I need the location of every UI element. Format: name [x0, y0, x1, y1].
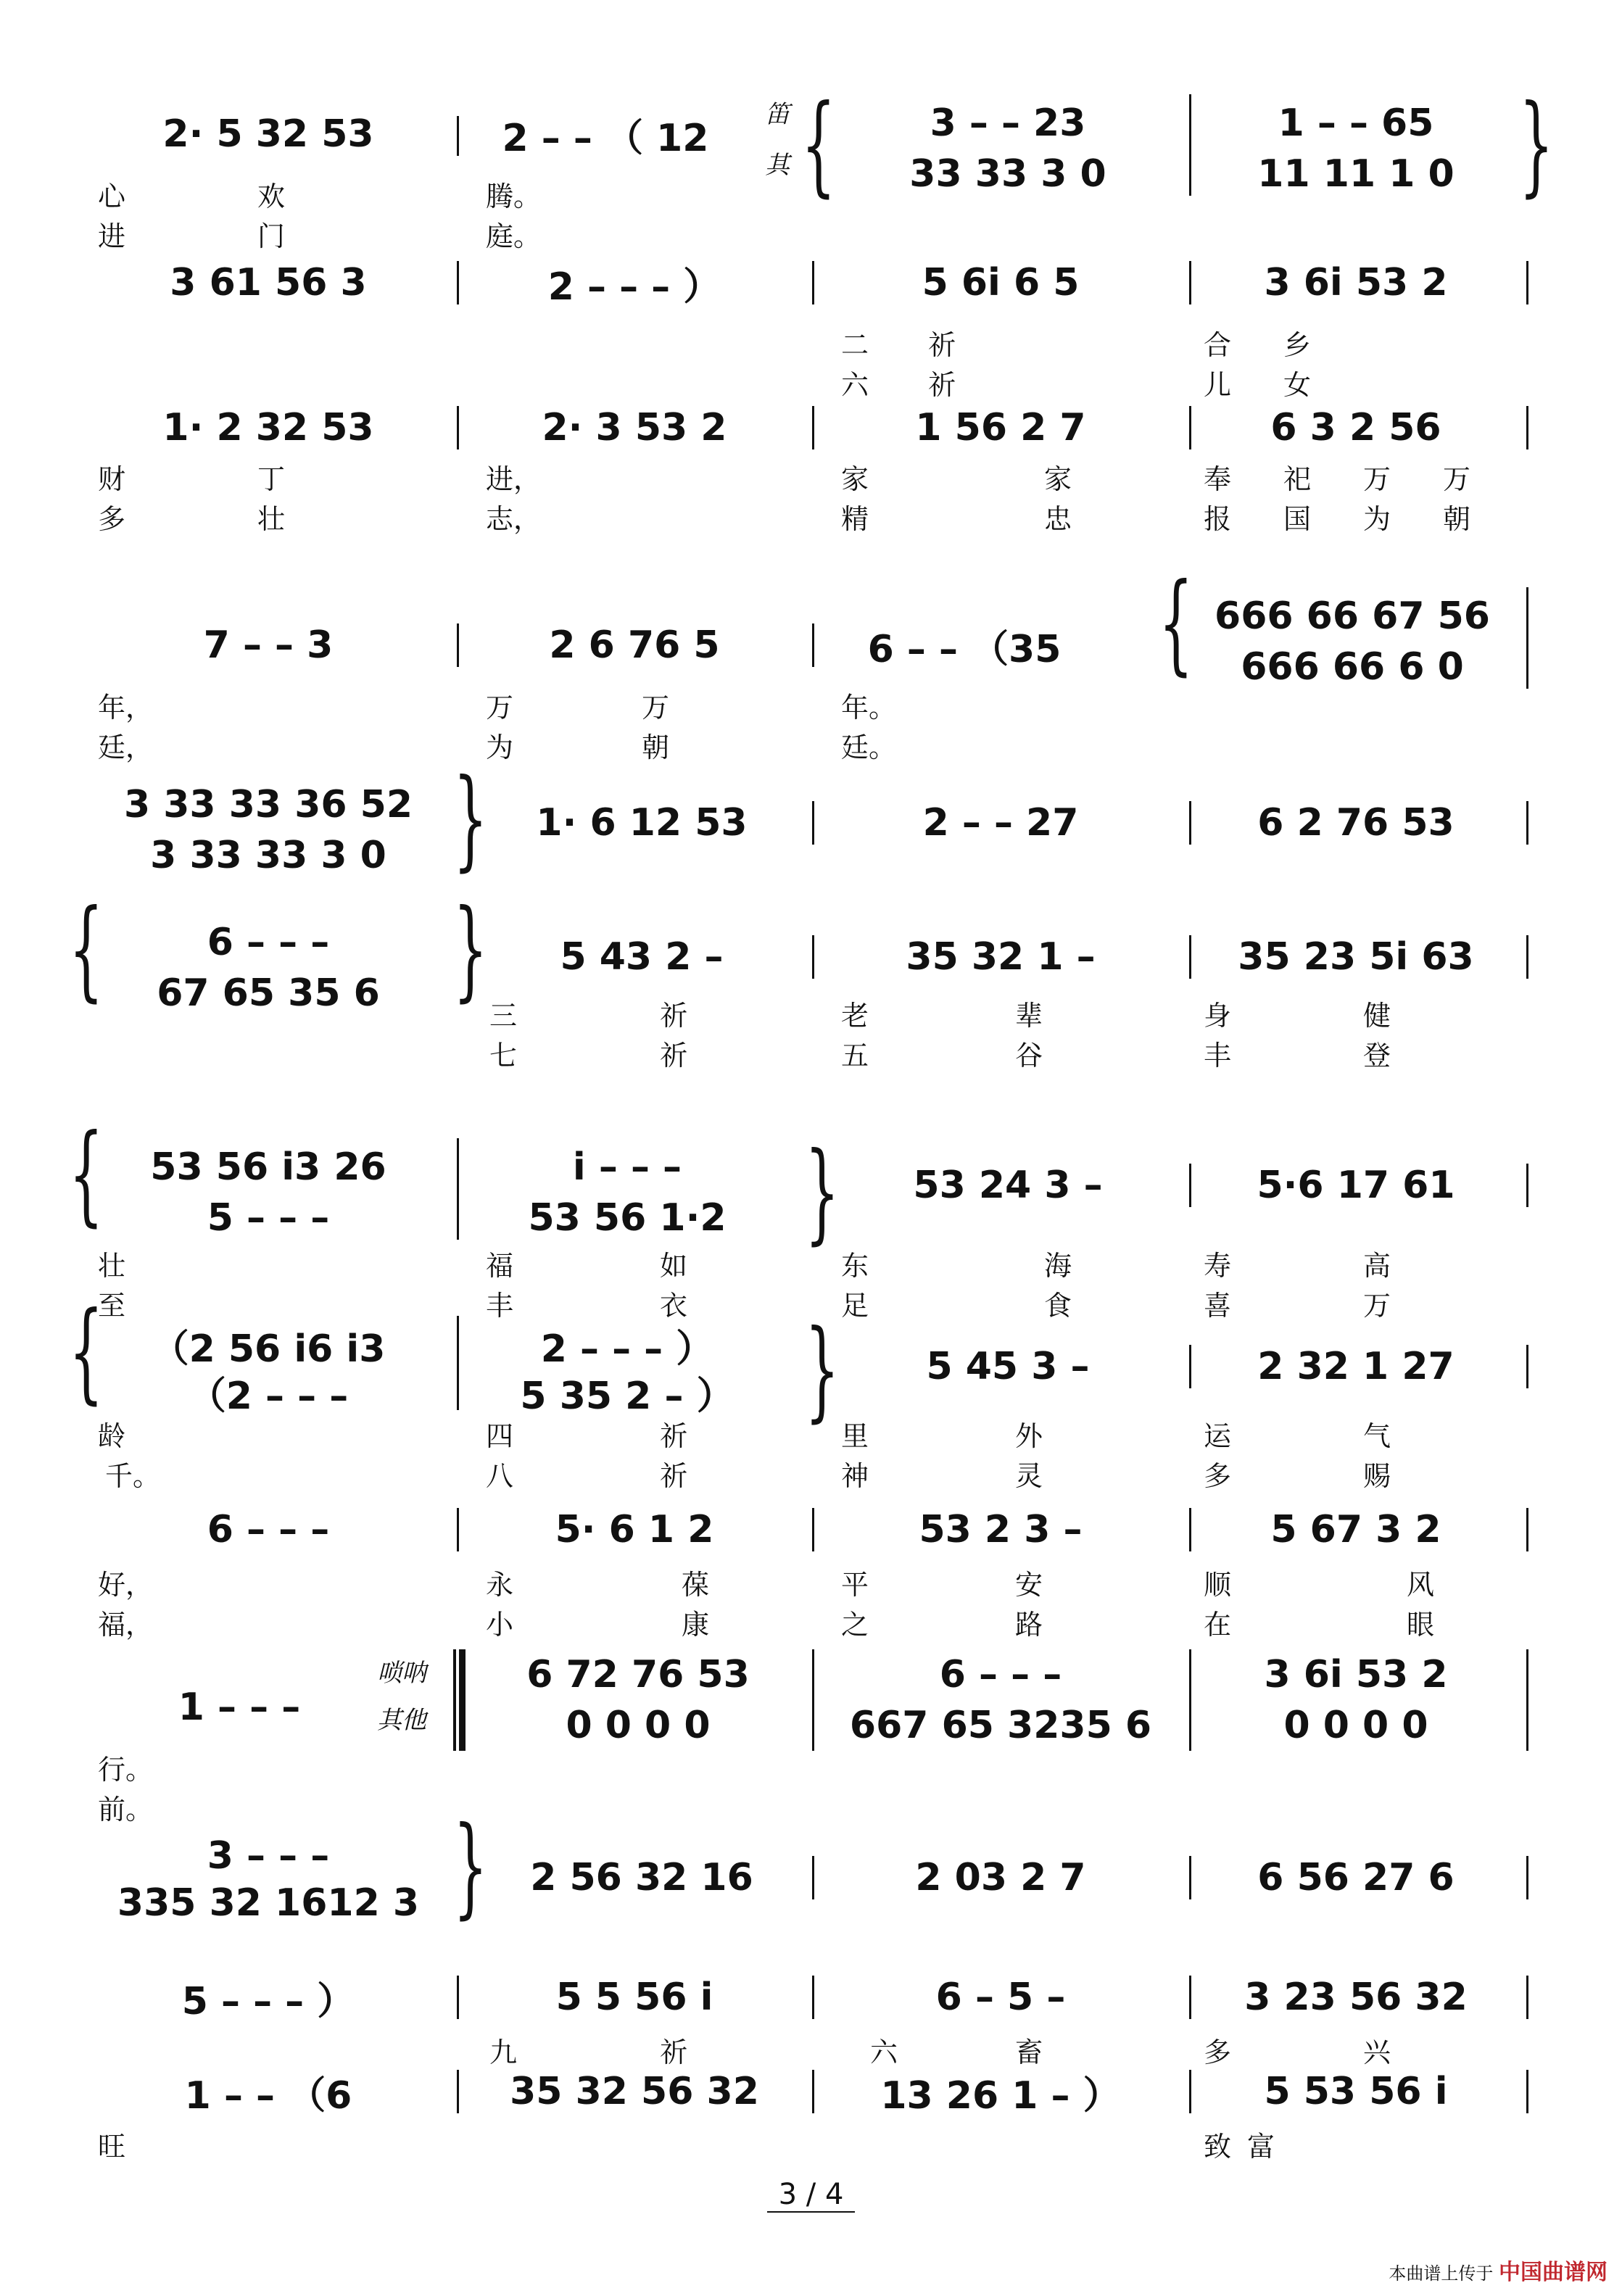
- lyric-line: [87, 174, 1544, 210]
- lyric: 六: [870, 2036, 898, 2068]
- lyric: 安: [1015, 1569, 1043, 1601]
- lyric: 祈: [660, 1420, 688, 1452]
- lyric: 身: [1204, 1000, 1232, 1032]
- bar-line: [1189, 1649, 1191, 1751]
- lyric-line: [87, 1033, 1544, 1072]
- bar-line: [457, 2070, 459, 2113]
- measure: 35 32 1 –: [906, 935, 1096, 979]
- measure-upper: 6 – – –: [207, 921, 330, 964]
- lyric-line: [87, 362, 1544, 399]
- bar-line: [457, 1976, 459, 2019]
- measure-upper: 3 6i 53 2: [1264, 1653, 1448, 1696]
- bar-line: [1526, 1976, 1528, 2019]
- measure-upper: （2 56 i6 i3: [151, 1327, 386, 1371]
- lyric: 祀: [1283, 463, 1312, 495]
- measure: 6 – 5 –: [935, 1976, 1066, 2019]
- lyric: 灵: [1015, 1460, 1043, 1492]
- bar-line: [1526, 261, 1528, 304]
- bar-line: [812, 623, 814, 667]
- lyric: 富: [1247, 2131, 1275, 2163]
- measure-lower: 335 32 1612 3: [117, 1881, 420, 1925]
- lyric: 祈: [660, 2036, 688, 2068]
- measure: 5 53 56 i: [1264, 2070, 1448, 2113]
- lyric: 喜: [1204, 1290, 1232, 1322]
- watermark: [1389, 2254, 1607, 2286]
- lyric: 廷，: [98, 732, 154, 763]
- measure: 2· 5 32 53: [162, 112, 374, 156]
- measure-lower: 67 65 35 6: [157, 971, 380, 1015]
- bar-line: [457, 1508, 459, 1551]
- lyric: 欢: [257, 181, 286, 212]
- lyric-line: [87, 1787, 1544, 1823]
- repeat-bar: [453, 1649, 456, 1751]
- lyric: 丰: [1204, 1040, 1232, 1072]
- lyric: 永: [486, 1569, 514, 1601]
- measure: 5 45 3 –: [926, 1345, 1090, 1388]
- bar-line: [812, 1976, 814, 2019]
- lyric: 六: [841, 369, 869, 401]
- bar-line: [1189, 261, 1191, 304]
- lyric: 丰: [486, 1290, 514, 1322]
- lyric: 万: [642, 692, 670, 724]
- brace: {: [69, 1289, 104, 1415]
- lyric: 八: [486, 1460, 514, 1492]
- lyric: 精: [841, 503, 869, 535]
- lyric: 高: [1363, 1250, 1391, 1282]
- bar-line: [1189, 1345, 1191, 1388]
- watermark-prefix: 本曲谱上传于: [1389, 2263, 1494, 2284]
- measure-lower: （2 – – –: [188, 1374, 349, 1418]
- bar-line: [1526, 406, 1528, 449]
- lyric: 忠: [1044, 503, 1072, 535]
- measure: 5 5 56 i: [555, 1976, 713, 2019]
- bar-line: [1526, 587, 1528, 689]
- lyric: 家: [1044, 463, 1072, 495]
- lyric-line: [87, 2124, 1544, 2163]
- measure-upper: 53 56 i3 26: [150, 1145, 386, 1189]
- lyric: 登: [1363, 1040, 1391, 1072]
- lyric: 庭。: [486, 220, 542, 252]
- bar-line: [1526, 1345, 1528, 1388]
- lyric: 廷。: [841, 732, 897, 763]
- lyric-line: [87, 725, 1544, 761]
- lyric: 壮: [98, 1250, 126, 1282]
- lyric: 好，: [98, 1569, 154, 1601]
- measure-lower: 33 33 3 0: [909, 152, 1106, 196]
- lyric: 万: [486, 692, 514, 724]
- lyric-line: [87, 1414, 1544, 1450]
- measure: 1 – – （6: [184, 2073, 352, 2118]
- lyric: 神: [841, 1460, 869, 1492]
- measure: 3 6i 53 2: [1264, 261, 1448, 304]
- lyric: 三: [489, 1000, 518, 1032]
- measure: 6 56 27 6: [1257, 1856, 1455, 1899]
- lyric: 为: [486, 732, 514, 763]
- lyric: 多: [1204, 2036, 1232, 2068]
- lyric: 奉: [1204, 463, 1232, 495]
- measure-lower: 0 0 0 0: [566, 1704, 711, 1747]
- lyric: 辈: [1015, 1000, 1043, 1032]
- bar-line: [812, 1508, 814, 1551]
- lyric: 福，: [98, 1609, 154, 1641]
- measure-upper: 2 – – – ）: [540, 1327, 714, 1371]
- bar-line: [457, 623, 459, 667]
- lyric: 路: [1015, 1609, 1043, 1641]
- measure-lower: 11 11 1 0: [1257, 152, 1455, 196]
- measure: 2 – – 27: [922, 801, 1079, 845]
- measure: 2 – – – ）: [547, 265, 721, 309]
- measure-upper: i – – –: [572, 1145, 682, 1189]
- lyric: 至: [98, 1290, 126, 1322]
- bar-line: [1189, 1856, 1191, 1899]
- measure: 1 56 2 7: [915, 406, 1086, 449]
- lyric-line: [87, 323, 1544, 359]
- bar-line: [1526, 1856, 1528, 1899]
- lyric-line: [87, 1562, 1544, 1599]
- bar-line: [1189, 935, 1191, 979]
- lyric-line: [87, 2030, 1544, 2066]
- lyric-line: [87, 1454, 1544, 1490]
- bar-line: [457, 1138, 459, 1240]
- bar-line: [1189, 1508, 1191, 1551]
- measure: 5 67 3 2: [1270, 1508, 1441, 1551]
- measure: 35 32 56 32: [510, 2070, 759, 2113]
- lyric: 康: [682, 1609, 710, 1641]
- measure: 13 26 1 – ）: [880, 2073, 1121, 2118]
- lyric-line: [87, 1243, 1544, 1280]
- instrument-tag: 笛: [765, 100, 790, 129]
- bar-line: [1189, 1976, 1191, 2019]
- page-number: [0, 2178, 1622, 2211]
- measure: 1· 6 12 53: [536, 801, 748, 845]
- lyric: 致: [1204, 2131, 1232, 2163]
- measure: 5· 6 1 2: [555, 1508, 714, 1551]
- measure: 2 – – （ 12: [502, 116, 709, 160]
- measure: 2· 3 53 2: [542, 406, 727, 449]
- lyric: 里: [841, 1420, 869, 1452]
- lyric: 赐: [1363, 1460, 1391, 1492]
- bar-line: [812, 2070, 814, 2113]
- lyric: 寿: [1204, 1250, 1232, 1282]
- bar-line: [812, 1649, 814, 1751]
- lyric: 福: [486, 1250, 514, 1282]
- measure: 5 43 2 –: [560, 935, 724, 979]
- lyric: 风: [1407, 1569, 1435, 1601]
- measure: 6 3 2 56: [1270, 406, 1441, 449]
- measure: 5·6 17 61: [1257, 1164, 1455, 1207]
- brace: {: [69, 887, 104, 1013]
- lyric: 腾。: [486, 181, 542, 212]
- lyric: 五: [841, 1040, 869, 1072]
- brace: {: [69, 1111, 104, 1238]
- measure-upper: 3 – – –: [207, 1834, 330, 1878]
- lyric: 九: [489, 2036, 518, 2068]
- lyric: 畜: [1015, 2036, 1043, 2068]
- bar-line: [1189, 1164, 1191, 1207]
- lyric: 财: [98, 463, 126, 495]
- measure-upper: 666 66 67 56: [1215, 594, 1490, 638]
- measure: 7 – – 3: [203, 623, 334, 667]
- bar-line: [1526, 801, 1528, 845]
- lyric: 祈: [928, 329, 956, 361]
- lyric: 万: [1363, 463, 1391, 495]
- lyric: 前。: [98, 1794, 154, 1825]
- lyric: 行。: [98, 1754, 154, 1786]
- measure: 6 2 76 53: [1257, 801, 1455, 845]
- bar-line: [457, 261, 459, 304]
- lyric: 足: [841, 1290, 869, 1322]
- lyric: 祈: [660, 1460, 688, 1492]
- lyric: 运: [1204, 1420, 1232, 1452]
- measure-lower: 666 66 6 0: [1241, 645, 1464, 689]
- brace: }: [805, 1130, 840, 1256]
- measure: 1 – – –: [178, 1686, 301, 1729]
- measure: 2 56 32 16: [530, 1856, 753, 1899]
- brace: }: [453, 756, 488, 882]
- lyric: 家: [841, 463, 869, 495]
- instrument-tag: 唢呐: [377, 1659, 426, 1688]
- measure: 2 03 2 7: [915, 1856, 1086, 1899]
- bar-line: [812, 406, 814, 449]
- lyric: 衣: [660, 1290, 688, 1322]
- lyric: 合: [1204, 329, 1232, 361]
- repeat-bar: [459, 1649, 466, 1751]
- lyric: 七: [489, 1040, 518, 1072]
- measure: 53 2 3 –: [919, 1508, 1083, 1551]
- lyric-line: [87, 1602, 1544, 1641]
- measure: 3 23 56 32: [1244, 1976, 1468, 2019]
- lyric: 顺: [1204, 1569, 1232, 1601]
- lyric: 心: [98, 181, 126, 212]
- brace: {: [1159, 560, 1193, 687]
- lyric: 葆: [682, 1569, 710, 1601]
- lyric: 兴: [1363, 2036, 1391, 2068]
- lyric: 多: [98, 503, 126, 535]
- lyric: 平: [841, 1569, 869, 1601]
- measure-lower: 0 0 0 0: [1283, 1704, 1428, 1747]
- lyric: 龄: [98, 1420, 126, 1452]
- lyric: 二: [841, 329, 869, 361]
- lyric: 朝: [1443, 503, 1471, 535]
- bar-line: [1189, 801, 1191, 845]
- lyric: 年，: [98, 692, 154, 724]
- lyric: 万: [1443, 463, 1471, 495]
- brace: {: [801, 82, 836, 208]
- bar-line: [1526, 935, 1528, 979]
- measure: 3 – – 23: [930, 101, 1086, 145]
- lyric: 乡: [1283, 329, 1312, 361]
- measure-lower: 667 65 3235 6: [849, 1704, 1152, 1747]
- lyric: 老: [841, 1000, 869, 1032]
- brace: }: [1519, 82, 1554, 208]
- bar-line: [1189, 2070, 1191, 2113]
- lyric: 东: [841, 1250, 869, 1282]
- lyric: 丁: [257, 463, 286, 495]
- lyric: 气: [1363, 1420, 1391, 1452]
- lyric-line: [87, 685, 1544, 724]
- bar-line: [1526, 1508, 1528, 1551]
- measure-lower: 5 35 2 – ）: [520, 1374, 735, 1418]
- lyric: 谷: [1015, 1040, 1043, 1072]
- lyric: 如: [660, 1250, 688, 1282]
- lyric: 朝: [642, 732, 670, 763]
- lyric: 万: [1363, 1290, 1391, 1322]
- lyric-line: [87, 457, 1544, 493]
- bar-line: [812, 935, 814, 979]
- lyric: 海: [1044, 1250, 1072, 1282]
- page-number-text: 3 / 4: [767, 2178, 856, 2213]
- bar-line: [812, 801, 814, 845]
- lyric: 为: [1363, 503, 1391, 535]
- lyric: 在: [1204, 1609, 1232, 1641]
- bar-line: [1526, 1649, 1528, 1751]
- measure-lower: 3 33 33 3 0: [150, 834, 386, 877]
- measure: 35 23 5i 63: [1238, 935, 1474, 979]
- watermark-site: 中国曲谱网: [1499, 2260, 1607, 2285]
- lyric: 壮: [257, 503, 286, 535]
- lyric: 千。: [105, 1460, 161, 1492]
- lyric: 进，: [486, 463, 542, 495]
- instrument-tag: 其他: [377, 1706, 426, 1735]
- bar-line: [457, 1316, 459, 1410]
- lyric: 之: [841, 1609, 869, 1641]
- lyric: 报: [1204, 503, 1232, 535]
- measure: 5 – – – ）: [181, 1979, 355, 2023]
- measure: 3 61 56 3: [170, 261, 367, 304]
- lyric: 祈: [660, 1000, 688, 1032]
- lyric-line: [87, 497, 1544, 533]
- measure: 6 – – （35: [867, 627, 1062, 671]
- measure-upper: 6 72 76 53: [526, 1653, 750, 1696]
- lyric: 祈: [660, 1040, 688, 1072]
- measure-lower: 53 56 1·2: [528, 1196, 727, 1240]
- lyric: 四: [486, 1420, 514, 1452]
- bar-line: [1189, 406, 1191, 449]
- measure: 53 24 3 –: [913, 1164, 1103, 1207]
- measure: 1 – – 65: [1278, 101, 1434, 145]
- lyric: 外: [1015, 1420, 1043, 1452]
- lyric-line: [87, 1747, 1544, 1786]
- lyric: 多: [1204, 1460, 1232, 1492]
- lyric: 健: [1363, 1000, 1391, 1032]
- measure-lower: 5 – – –: [207, 1196, 330, 1240]
- bar-line: [812, 261, 814, 304]
- brace: }: [453, 887, 488, 1013]
- lyric: 进: [98, 220, 126, 252]
- measure: 2 6 76 5: [549, 623, 720, 667]
- bar-line: [457, 406, 459, 449]
- lyric-line: [87, 993, 1544, 1032]
- measure: 5 6i 6 5: [922, 261, 1080, 304]
- lyric: 门: [257, 220, 286, 252]
- measure: 6 – – –: [207, 1508, 330, 1551]
- instrument-tag: 其: [765, 151, 790, 180]
- measure: 1· 2 32 53: [162, 406, 374, 449]
- lyric: 年。: [841, 692, 897, 724]
- lyric: 小: [486, 1609, 514, 1641]
- lyric: 眼: [1407, 1609, 1435, 1641]
- lyric: 女: [1283, 369, 1312, 401]
- bar-line: [1526, 2070, 1528, 2113]
- measure-upper: 3 33 33 36 52: [123, 783, 413, 826]
- lyric: 祈: [928, 369, 956, 401]
- measure-upper: 6 – – –: [939, 1653, 1062, 1696]
- lyric-line: [87, 214, 1544, 250]
- brace: }: [805, 1307, 840, 1433]
- lyric: 旺: [98, 2131, 126, 2163]
- lyric: 儿: [1204, 369, 1232, 401]
- bar-line: [1526, 1164, 1528, 1207]
- brace: }: [453, 1804, 488, 1930]
- lyric: 食: [1044, 1290, 1072, 1322]
- lyric: 国: [1283, 503, 1312, 535]
- bar-line: [812, 1856, 814, 1899]
- measure: 2 32 1 27: [1257, 1345, 1455, 1388]
- lyric: 志，: [486, 503, 542, 535]
